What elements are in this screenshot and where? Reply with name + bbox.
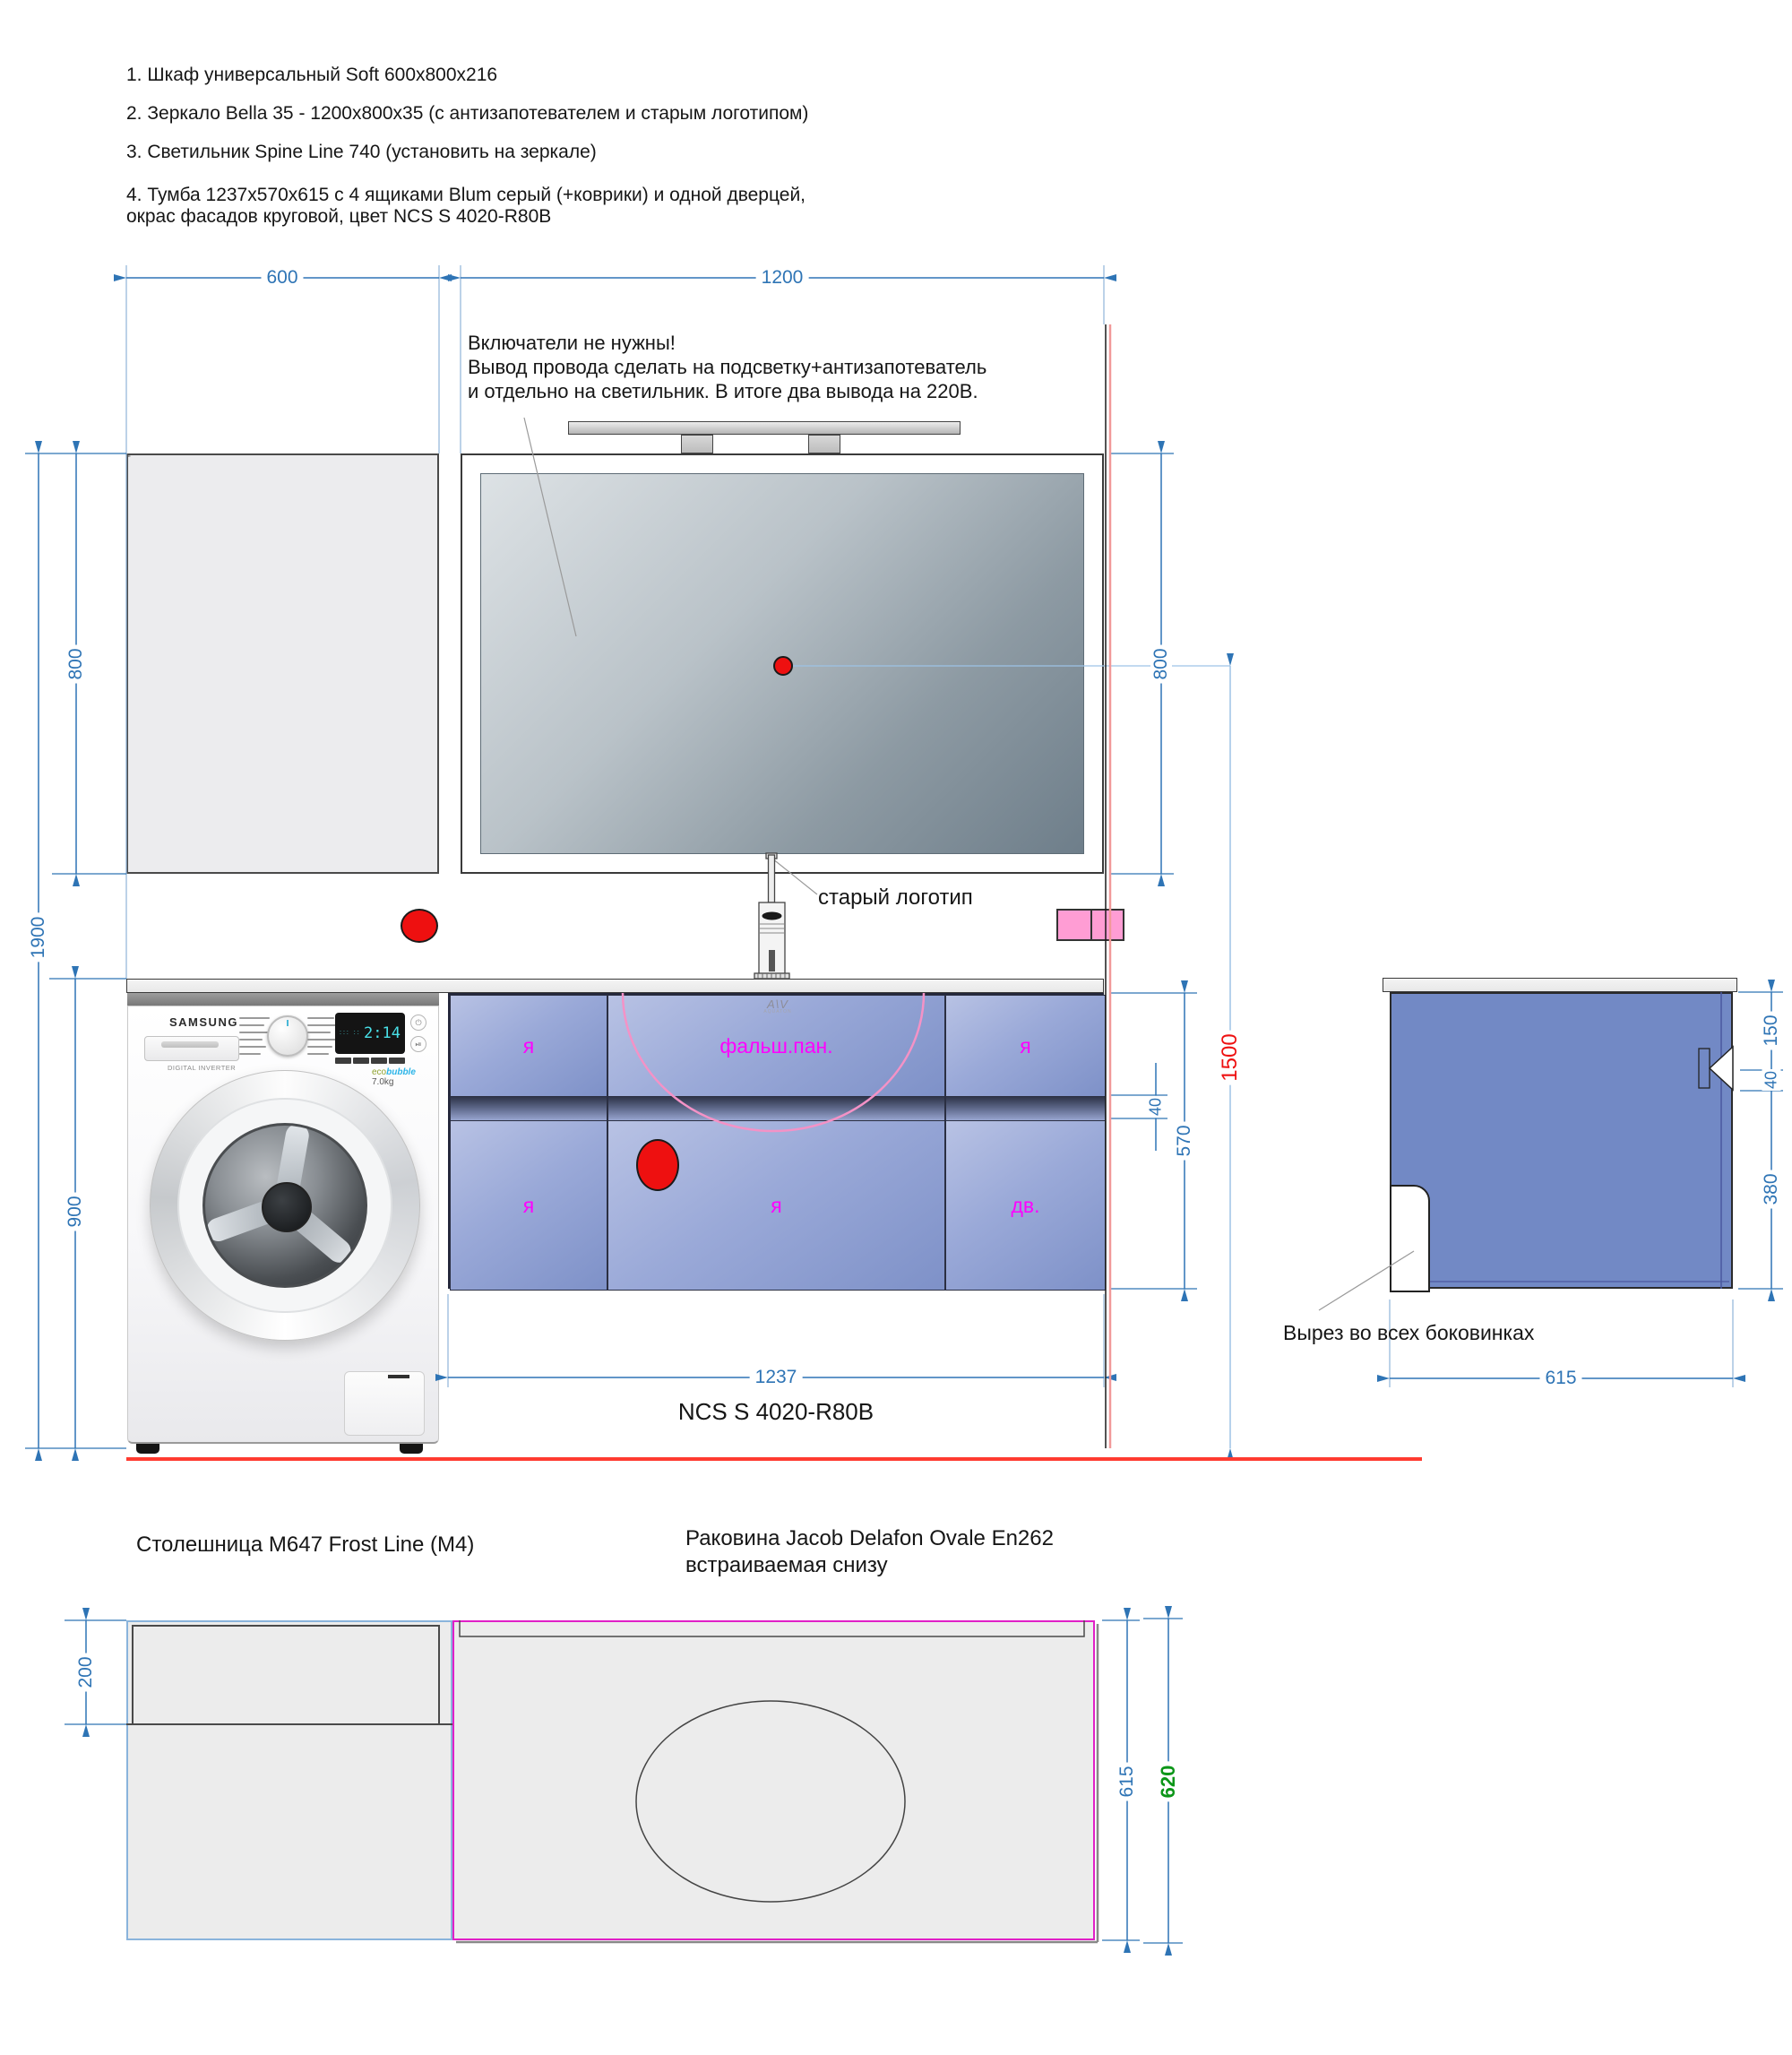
program-labels-left <box>239 1017 270 1055</box>
sink-title-line2: встраиваемая снизу <box>685 1553 888 1577</box>
display-indicators: ::: :: <box>340 1030 361 1036</box>
dim-1200: 1200 <box>756 267 809 289</box>
light-fixture-stem-left <box>681 435 713 453</box>
vanity-groove <box>607 1097 945 1120</box>
light-fixture-bar <box>568 421 961 435</box>
dim-200-plan: 200 <box>75 1653 97 1691</box>
dim-600: 600 <box>261 267 303 289</box>
color-code-label: NCS S 4020-R80B <box>677 1398 874 1425</box>
annotation-line-2: Вывод провода сделать на подсветку+антизапотеватель <box>468 356 987 378</box>
dim-620-plan: 620 <box>1157 1762 1180 1802</box>
dim-40-side: 40 <box>1762 1070 1780 1090</box>
dim-800-cabinet: 800 <box>65 644 87 683</box>
vanity-drawer-bottom-left <box>450 1120 607 1291</box>
drum-hub <box>262 1182 312 1232</box>
dim-615-side: 615 <box>1539 1368 1581 1389</box>
countertop-front <box>126 979 1104 993</box>
vanity-groove <box>450 1097 607 1120</box>
pink-junction-box <box>1056 909 1124 941</box>
display-time: 2:14 <box>364 1024 401 1042</box>
drawer-label: я <box>522 1193 535 1217</box>
pink-box-divider <box>1090 911 1092 939</box>
samsung-logo: SAMSUNG <box>169 1015 238 1029</box>
vanity-door-bottom-right <box>945 1120 1106 1291</box>
ecobubble-label: ecobubble 7.0kg <box>372 1067 416 1087</box>
service-flap <box>344 1371 425 1436</box>
detergent-drawer <box>144 1036 239 1061</box>
false-panel-label: фальш.пан. <box>719 1033 833 1058</box>
dim-1500-outlet: 1500 <box>1218 1030 1243 1084</box>
dim-800-mirror: 800 <box>1150 644 1172 683</box>
flap-handle <box>388 1375 409 1378</box>
vanity-drawer-top-left <box>450 995 607 1097</box>
side-view-panel <box>1390 992 1733 1289</box>
outlet-marker-vanity <box>636 1139 679 1191</box>
drawer-handle <box>161 1041 219 1048</box>
note-line-5: окрас фасадов круговой, цвет NCS S 4020-R80B <box>126 206 552 227</box>
drawer-label: я <box>771 1193 782 1217</box>
washing-machine <box>127 993 439 1454</box>
note-line-1: 1. Шкаф универсальный Soft 600х800х216 <box>126 65 498 85</box>
knob-marker <box>287 1020 289 1026</box>
wall-cabinet <box>126 453 439 874</box>
vanity-groove <box>945 1097 1106 1120</box>
program-name-strip <box>335 1058 405 1064</box>
vanity-drawer-top-right <box>945 995 1106 1097</box>
outlet-marker-left <box>401 909 438 943</box>
sink-title-line1: Раковина Jacob Delafon Ovale En262 <box>685 1526 1054 1550</box>
plan-washer-section <box>126 1620 452 1940</box>
light-fixture-stem-right <box>808 435 840 453</box>
washer-foot-right <box>400 1444 423 1454</box>
note-line-3: 3. Светильник Spine Line 740 (установить на зеркале) <box>126 142 597 162</box>
vanity-brand-logo: A\V AQUATON <box>763 997 792 1015</box>
drawer-label: я <box>522 1033 535 1058</box>
washer-drum <box>202 1123 367 1288</box>
washer-top-trim <box>127 993 439 1006</box>
power-button: ⏻ <box>410 1015 426 1031</box>
countertop-title: Столешница M647 Frost Line (M4) <box>136 1533 475 1557</box>
cabinet-door-right <box>128 455 131 457</box>
washer-body <box>127 1006 439 1444</box>
program-knob <box>267 1015 308 1057</box>
plan-washer-inner <box>132 1625 440 1725</box>
side-panel-cutout <box>1390 1185 1430 1292</box>
dim-380-side: 380 <box>1761 1170 1782 1208</box>
washer-foot-left <box>136 1444 159 1454</box>
dim-615-plan: 615 <box>1116 1762 1138 1800</box>
digital-inverter-badge: DIGITAL INVERTER <box>168 1064 237 1072</box>
annotation-line-1: Включатели не нужны! <box>468 332 676 354</box>
note-line-4: 4. Тумба 1237х570х615 с 4 ящиками Blum серый (+коврики) и одной дверцей, <box>126 185 806 205</box>
plan-countertop-section <box>452 1620 1095 1940</box>
cutout-note-label: Вырез во всех боковинках <box>1283 1321 1535 1344</box>
dim-1900: 1900 <box>28 913 49 963</box>
door-label: дв. <box>1011 1193 1040 1217</box>
vanity-cabinet <box>448 993 1104 1289</box>
washer-door <box>150 1070 420 1341</box>
annotation-line-3: и отдельно на светильник. В итоге два вывода на 220В. <box>468 380 978 402</box>
outlet-marker-mirror <box>773 656 793 676</box>
dim-1237: 1237 <box>750 1367 803 1388</box>
dim-150-side: 150 <box>1761 1011 1782 1049</box>
dim-570: 570 <box>1174 1121 1195 1160</box>
program-labels-right <box>307 1017 338 1055</box>
dim-40-gap: 40 <box>1146 1097 1165 1117</box>
dim-900: 900 <box>65 1192 86 1230</box>
start-pause-button: ⏯ <box>410 1036 426 1052</box>
washer-display <box>335 1013 405 1054</box>
note-line-2: 2. Зеркало Bella 35 - 1200х800х35 (с антизапотевателем и старым логотипом) <box>126 103 809 124</box>
old-logo-label: старый логотип <box>818 885 973 910</box>
drawer-label: я <box>1020 1033 1031 1058</box>
countertop-side <box>1383 978 1737 992</box>
